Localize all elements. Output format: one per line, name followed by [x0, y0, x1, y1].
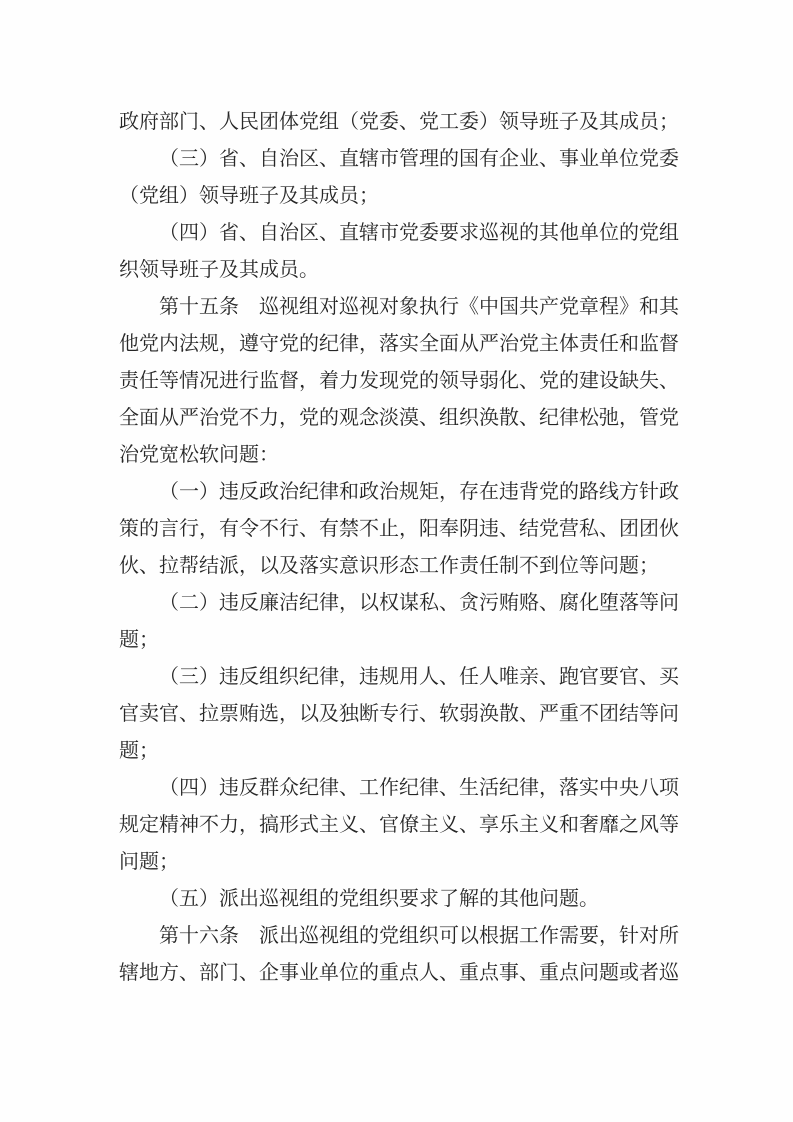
document-line: 题； — [119, 629, 159, 651]
document-line: 官卖官、拉票贿选，以及独断专行、软弱涣散、严重不团结等问 — [119, 703, 679, 725]
document-line: （三）省、自治区、直辖市管理的国有企业、事业单位党委 — [159, 148, 679, 170]
document-line: （四）违反群众纪律、工作纪律、生活纪律，落实中央八项 — [159, 777, 679, 799]
document-line: 治党宽松软问题： — [119, 444, 279, 466]
document-line-article-15: 第十五条 巡视组对巡视对象执行《中国共产党章程》和其 — [159, 296, 679, 318]
document-line: 政府部门、人民团体党组（党委、党工委）领导班子及其成员； — [119, 111, 679, 133]
document-line: （四）省、自治区、直辖市党委要求巡视的其他单位的党组 — [159, 222, 679, 244]
document-line: 问题； — [119, 851, 179, 873]
document-line: （三）违反组织纪律，违规用人、任人唯亲、跑官要官、买 — [159, 666, 679, 688]
text-block — [119, 104, 679, 992]
document-line: 辖地方、部门、企事业单位的重点人、重点事、重点问题或者巡 — [119, 962, 679, 984]
document-line: （二）违反廉洁纪律，以权谋私、贪污贿赂、腐化堕落等问 — [159, 592, 679, 614]
document-line: 织领导班子及其成员。 — [119, 259, 319, 281]
document-line: 伙、拉帮结派，以及落实意识形态工作责任制不到位等问题； — [119, 555, 659, 577]
document-line: （一）违反政治纪律和政治规矩，存在违背党的路线方针政 — [159, 481, 679, 503]
document-line: 规定精神不力，搞形式主义、官僚主义、享乐主义和奢靡之风等 — [119, 814, 679, 836]
document-line: 责任等情况进行监督，着力发现党的领导弱化、党的建设缺失、 — [119, 370, 679, 392]
document-line: 题； — [119, 740, 159, 762]
document-line-article-16: 第十六条 派出巡视组的党组织可以根据工作需要，针对所 — [159, 925, 679, 947]
document-line: 策的言行，有令不行、有禁不止，阳奉阴违、结党营私、团团伙 — [119, 518, 679, 540]
document-line: （党组）领导班子及其成员； — [119, 185, 379, 207]
document-line: 他党内法规，遵守党的纪律，落实全面从严治党主体责任和监督 — [119, 333, 679, 355]
document-line: 全面从严治党不力，党的观念淡漠、组织涣散、纪律松弛，管党 — [119, 407, 679, 429]
document-line: （五）派出巡视组的党组织要求了解的其他问题。 — [159, 888, 599, 910]
